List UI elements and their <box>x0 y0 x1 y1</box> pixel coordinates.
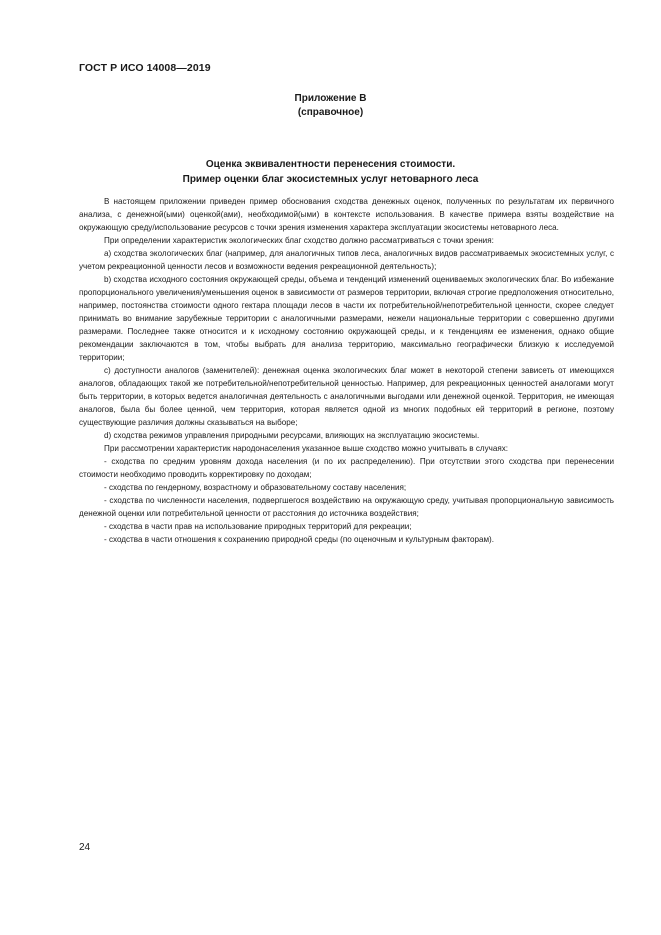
list-item-a: а) сходства экологических благ (например, для аналогичных типов леса, аналогичных видов рассматриваемых экосистемных услуг, с учетом рекреационной ценности лесов и возможности ведения рекреационной деятельность); <box>79 249 614 271</box>
dash-item-attitude: - сходства в части отношения к сохранению природной среды (по оценочным и культурным факторам). <box>104 535 494 544</box>
dash-item-gender: - сходства по гендерному, возрастному и образовательному составу населения; <box>104 483 407 492</box>
dash-item-rights: - сходства в части прав на использование природных территорий для рекреации; <box>104 522 412 531</box>
annex-label: Приложение В <box>294 93 367 104</box>
dash-item-population: - сходства по численности населения, подвергшегося воздействию на окружающую среду, учитывая пропорциональную зависимость денежной оценки или потребительной ценности от расстояния до источника воздействия; <box>79 496 614 518</box>
title-line-1: Оценка эквивалентности перенесения стоимости. <box>205 159 456 170</box>
standard-header: ГОСТ Р ИСО 14008—2019 <box>79 62 211 74</box>
list-item-c: c) доступности аналогов (заменителей): денежная оценка экологических благ может в некоторой степени зависеть от имеющихся аналогов, обладающих такой же потребительной/непотребительной ценностью. Например, для рекреационных ценностей аналогами могут быть территории, в которых ведется аналогичная деятельность с аналогичными выгодами или денежной оценкой. Территория, не имеющая аналогов, была бы более ценной, чем территория, которая является одной из многих подобных ей территорий в регионе, поэтому существующие различия должны сказываться на выборе; <box>79 366 614 427</box>
title-line-2: Пример оценки благ экосистемных услуг нетоварного леса <box>182 174 479 185</box>
paragraph-intro: В настоящем приложении приведен пример обоснования сходства денежных оценок, полученных по результатам их первичного анализа, с денежной(ыми) оценкой(ами), необходимой(ыми) в контексте использования. В качестве примера взяты воздействие на окружающую среду/использование ресурсов с точки зрения изменения характера эксплуатации экосистемы нетоварного леса. <box>79 197 614 232</box>
paragraph-criteria: При определении характеристик экологических благ сходство должно рассматриваться с точки зрения: <box>104 236 494 245</box>
dash-item-income: - сходства по средним уровням дохода населения (и по их распределению). При отсутствии этого сходства при перенесении стоимости необходимо проводить корректировку по доходам; <box>79 457 614 479</box>
page-number: 24 <box>79 842 91 853</box>
annex-type: (справочное) <box>297 107 364 118</box>
body-text <box>79 195 614 546</box>
list-item-d: d) сходства режимов управления природными ресурсами, влияющих на эксплуатацию экосистемы. <box>104 431 480 440</box>
annex-heading <box>0 92 661 120</box>
annex-title <box>0 157 661 187</box>
paragraph-population: При рассмотрении характеристик народонаселения указанное выше сходство можно учитывать в случаях: <box>104 444 509 453</box>
list-item-b: b) сходства исходного состояния окружающей среды, объема и тенденций изменений оцениваемых экологических благ. Во избежание пропорционального увеличения/уменьшения оценок в зависимости от размеров территории, включая строгие предположения относительно, например, постоянства стоимости одного гектара площади лесов в части их потребительной/непотребительной ценности, скорее следует принимать во внимание зарубежные территории с аналогичными размерами, нежели национальные территории с совершенно другими размерами. Последнее также относится и к исходному состоянию окружающей среды, и к тенденциям ее изменения, однако общие рекомендации заключаются в том, чтобы выбрать для анализа территорию, максимально географически близкую к исследуемой территории; <box>79 275 614 362</box>
